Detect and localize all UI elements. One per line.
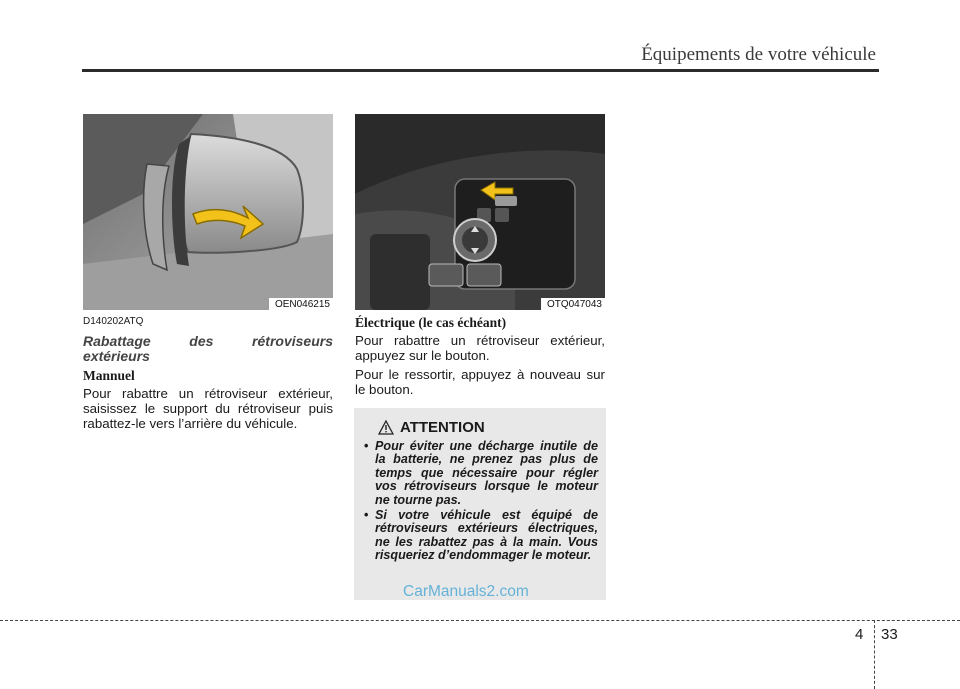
- footer-rule: [0, 620, 960, 621]
- photo-code-left: OEN046215: [269, 298, 333, 310]
- right-column: [355, 315, 605, 397]
- manual-subheading: Mannuel: [83, 367, 135, 383]
- electric-subheading: Électrique (le cas échéant): [355, 315, 507, 330]
- warning-triangle-icon: [378, 420, 394, 435]
- watermark-text: CarManuals2.com: [403, 583, 529, 600]
- warning-title: ATTENTION: [400, 419, 485, 436]
- manual-body: Pour rabattre un rétroviseur extérieur, saisissez le support du rétroviseur puis rabattez-le vers l’arrière du véhicule.: [83, 385, 333, 432]
- section-heading: Rabattage des rétroviseurs extérieurs: [83, 333, 333, 365]
- switch-photo: [355, 114, 605, 310]
- electric-body-1: Pour rabattre un rétroviseur extérieur, appuyez sur le bouton.: [355, 333, 605, 364]
- page-divider: [874, 620, 875, 689]
- warning-list: [364, 440, 598, 565]
- chapter-title: Équipements de votre véhicule: [641, 44, 876, 65]
- left-column: [83, 314, 333, 431]
- photo-code-right: OTQ047043: [541, 298, 605, 310]
- warning-header: [378, 419, 485, 436]
- switch-illustration: [355, 114, 605, 310]
- electric-body-2: Pour le ressortir, appuyez à nouveau sur le bouton.: [355, 366, 605, 397]
- warning-item: • Si votre véhicule est équipé de rétroviseurs extérieurs électriques, ne les rabattez pas à la main. Vous risqueriez d’endommager le moteur.: [364, 509, 598, 563]
- page-number: 33: [881, 626, 898, 643]
- mirror-illustration: [83, 114, 333, 310]
- header-rule: [82, 69, 879, 72]
- warning-box: [354, 408, 606, 600]
- mirror-photo: [83, 114, 333, 310]
- chapter-number: 4: [855, 626, 864, 643]
- section-code: D140202ATQ: [83, 316, 144, 327]
- warning-item: • Pour éviter une décharge inutile de la batterie, ne prenez pas plus de temps que nécessaire pour régler vos rétroviseurs lorsque le moteur ne tourne pas.: [364, 440, 598, 507]
